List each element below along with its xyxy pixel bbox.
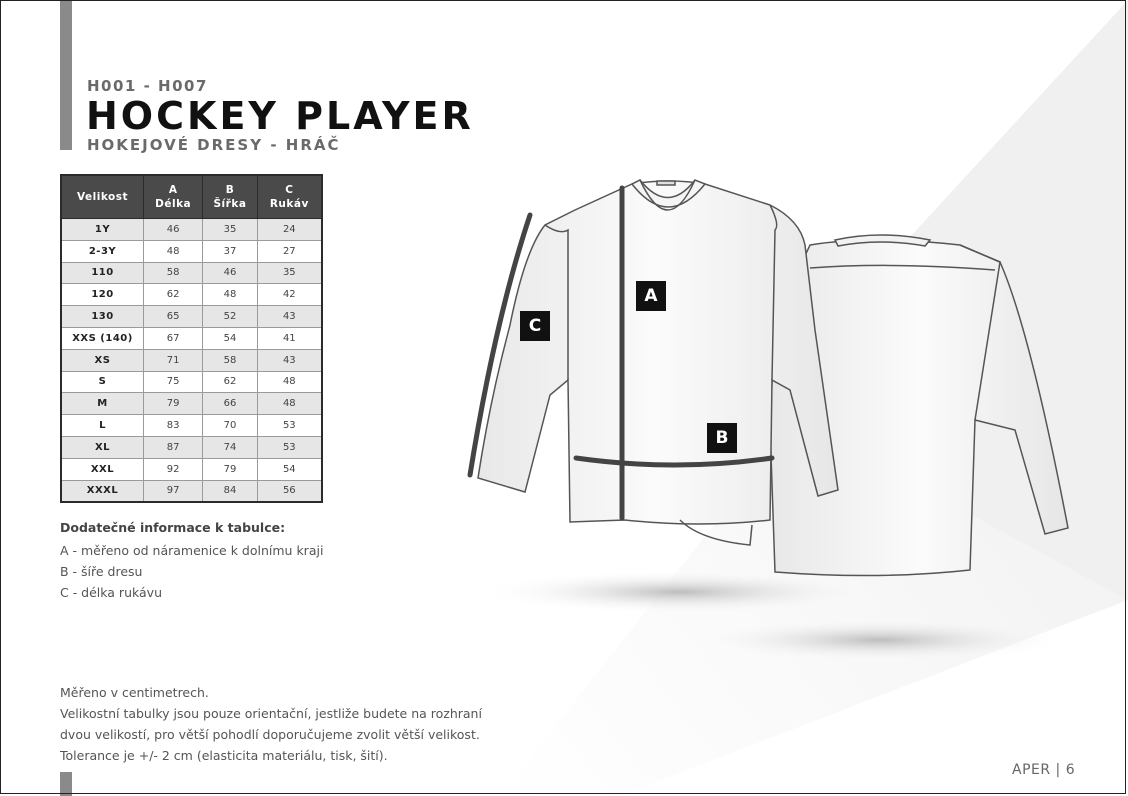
note-a: A - měřeno od náramenice k dolnímu kraji	[60, 543, 324, 558]
table-row: XXL 92 79 54	[61, 458, 322, 480]
footer-line-1: Měřeno v centimetrech.	[60, 685, 209, 700]
label-c: C	[520, 311, 550, 341]
header-size: Velikost	[61, 175, 144, 219]
header-c: C Rukáv	[257, 175, 322, 219]
product-code: H001 - H007	[87, 77, 208, 95]
note-c: C - délka rukávu	[60, 585, 162, 600]
table-row: 130 65 52 43	[61, 306, 322, 328]
table-row: XS 71 58 43	[61, 349, 322, 371]
label-a: A	[636, 281, 666, 311]
label-b: B	[707, 423, 737, 453]
table-row: XL 87 74 53	[61, 436, 322, 458]
table-row: XXXL 97 84 56	[61, 480, 322, 502]
header-a: A Délka	[144, 175, 203, 219]
table-row: 2-3Y 48 37 27	[61, 240, 322, 262]
page-title: HOCKEY PLAYER	[86, 94, 474, 138]
note-b: B - šíře dresu	[60, 564, 143, 579]
table-row: S 75 62 48	[61, 371, 322, 393]
table-row: 110 58 46 35	[61, 262, 322, 284]
table-row: M 79 66 48	[61, 393, 322, 415]
footer-line-4: Tolerance je +/- 2 cm (elasticita materiálu, tisk, šití).	[60, 748, 388, 763]
table-row: L 83 70 53	[61, 415, 322, 437]
table-row: 120 62 48 42	[61, 284, 322, 306]
table-row: XXS (140) 67 54 41	[61, 327, 322, 349]
page-subtitle: HOKEJOVÉ DRESY - HRÁČ	[87, 136, 341, 154]
table-row: 1Y 46 35 24	[61, 219, 322, 241]
page-number: APER | 6	[1012, 762, 1076, 778]
notes-title: Dodatečné informace k tabulce:	[60, 520, 286, 535]
footer-line-3: dvou velikostí, pro větší pohodlí doporučujeme zvolit větší velikost.	[60, 727, 480, 742]
footer-line-2: Velikostní tabulky jsou pouze orientační, jestliže budete na rozhraní	[60, 706, 482, 721]
header-b: B Šířka	[203, 175, 257, 219]
